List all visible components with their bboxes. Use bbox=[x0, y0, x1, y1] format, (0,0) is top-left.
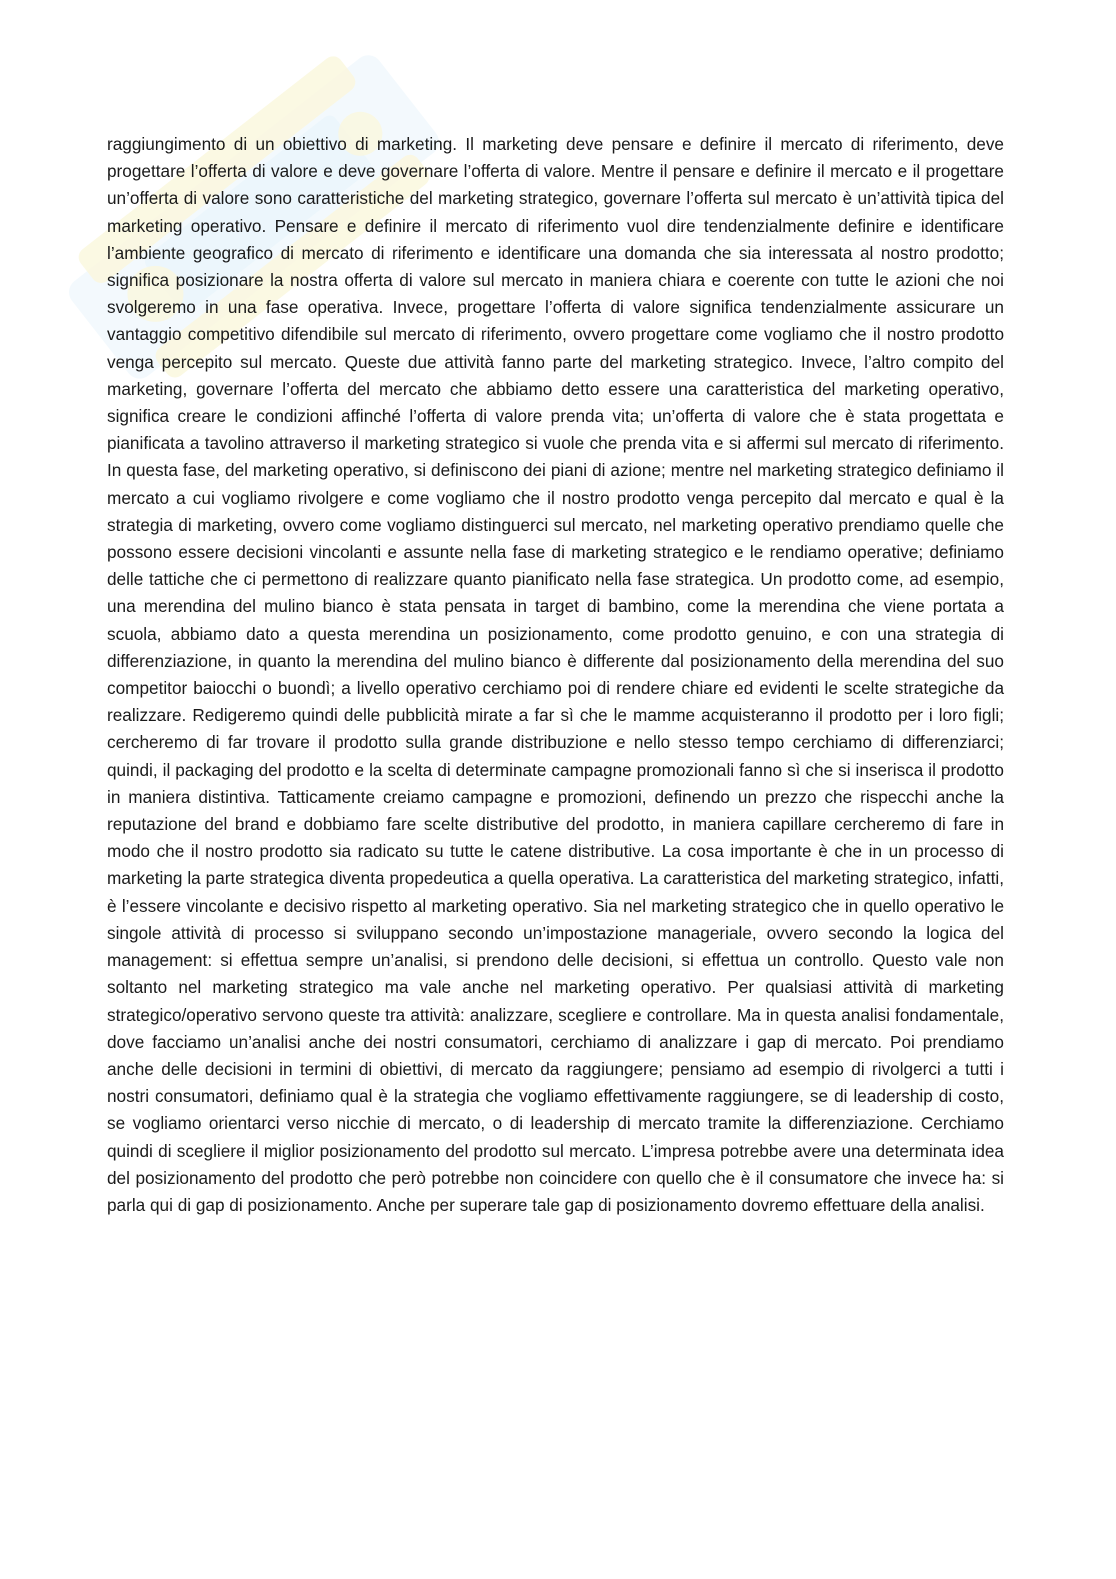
body-paragraph: raggiungimento di un obiettivo di marketing. Il marketing deve pensare e definire il mercato di riferimento, deve progettare l’offerta di valore e deve governare l’offerta di valore. Mentre il pensare e definire il mercato e il progettare un’offerta di valore sono caratteristiche del marketing strategico, governare l’offerta sul mercato è un’attività tipica del marketing operativo. Pensare e definire il mercato di riferimento vuol dire tendenzialmente definire e identificare l’ambiente geografico di mercato di riferimento e identificare una domanda che sia interessata al nostro prodotto; significa posizionare la nostra offerta di valore sul mercato in maniera chiara e coerente con tutte le azioni che noi svolgeremo in una fase operativa. Invece, progettare l’offerta di valore significa tendenzialmente assicurare un vantaggio competitivo difendibile sul mercato di riferimento, ovvero progettare come vogliamo che il nostro prodotto venga percepito sul mercato. Queste due attività fanno parte del marketing strategico. Invece, l’altro compito del marketing, governare l’offerta del mercato che abbiamo detto essere una caratteristica del marketing operativo, significa creare le condizioni affinché l’offerta di valore prenda vita; un’offerta di valore che è stata progettata e pianificata a tavolino attraverso il marketing strategico si vuole che prenda vita e si affermi sul mercato di riferimento. In questa fase, del marketing operativo, si definiscono dei piani di azione; mentre nel marketing strategico definiamo il mercato a cui vogliamo rivolgere e come vogliamo che il nostro prodotto venga percepito dal mercato e qual è la strategia di marketing, ovvero come vogliamo distinguerci sul mercato, nel marketing operativo prendiamo quelle che possono essere decisioni vincolanti e assunte nella fase di marketing strategico e le rendiamo operative; definiamo delle tattiche che ci permettono di realizzare quanto pianificato nella fase strategica. Un prodotto come, ad esempio, una merendina del mulino bianco è stata pensata in target di bambino, come la merendina che viene portata a scuola, abbiamo dato a questa merendina un posizionamento, come prodotto genuino, e con una strategia di differenziazione, in quanto la merendina del mulino bianco è differente dal posizionamento della merendina del suo competitor baiocchi o buondì; a livello operativo cerchiamo poi di rendere chiare ed evidenti le scelte strategiche da realizzare. Redigeremo quindi delle pubblicità mirate a far sì che le mamme acquisteranno il prodotto per i loro figli; cercheremo di far trovare il prodotto sulla grande distribuzione e nello stesso tempo cerchiamo di differenziarci; quindi, il packaging del prodotto e la scelta di determinate campagne promozionali fanno sì che si inserisca il prodotto in maniera distintiva. Tatticamente creiamo campagne e promozioni, definendo un prezzo che rispecchi anche la reputazione del brand e dobbiamo fare scelte distributive del prodotto, in maniera capillare cercheremo di fare in modo che il nostro prodotto sia radicato su tutte le catene distributive. La cosa importante è che in un processo di marketing la parte strategica diventa propedeutica a quella operativa. La caratteristica del marketing strategico, infatti, è l’essere vincolante e decisivo rispetto al marketing operativo. Sia nel marketing strategico che in quello operativo le singole attività di processo si sviluppano secondo un’impostazione manageriale, ovvero secondo la logica del management: si effettua sempre un’analisi, si prendono delle decisioni, si effettua un controllo. Questo vale non soltanto nel marketing strategico ma vale anche nel marketing operativo. Per qualsiasi attività di marketing strategico/operativo servono queste tra attività: analizzare, scegliere e controllare. Ma in questa analisi fondamentale, dove facciamo un’analisi anche dei nostri consumatori, cerchiamo di analizzare i gap di mercato. Poi prendiamo anche delle decisioni in termini di obiettivi, di mercato da raggiungere; pensiamo ad esempio di rivolgerci a tutti i nostri consumatori, definiamo qual è la strategia che vogliamo effettivamente raggiungere, se di leadership di costo, se vogliamo orientarci verso nicchie di mercato, o di leadership di mercato tramite la differenziazione. Cerchiamo quindi di scegliere il miglior posizionamento del prodotto sul mercato. L’impresa potrebbe avere una determinata idea del posizionamento del prodotto che però potrebbe non coincidere con quello che è il consumatore che invece ha: si parla qui di gap di posizionamento. Anche per superare tale gap di posizionamento dovremo effettuare della analisi. bbox=[107, 134, 1004, 1215]
